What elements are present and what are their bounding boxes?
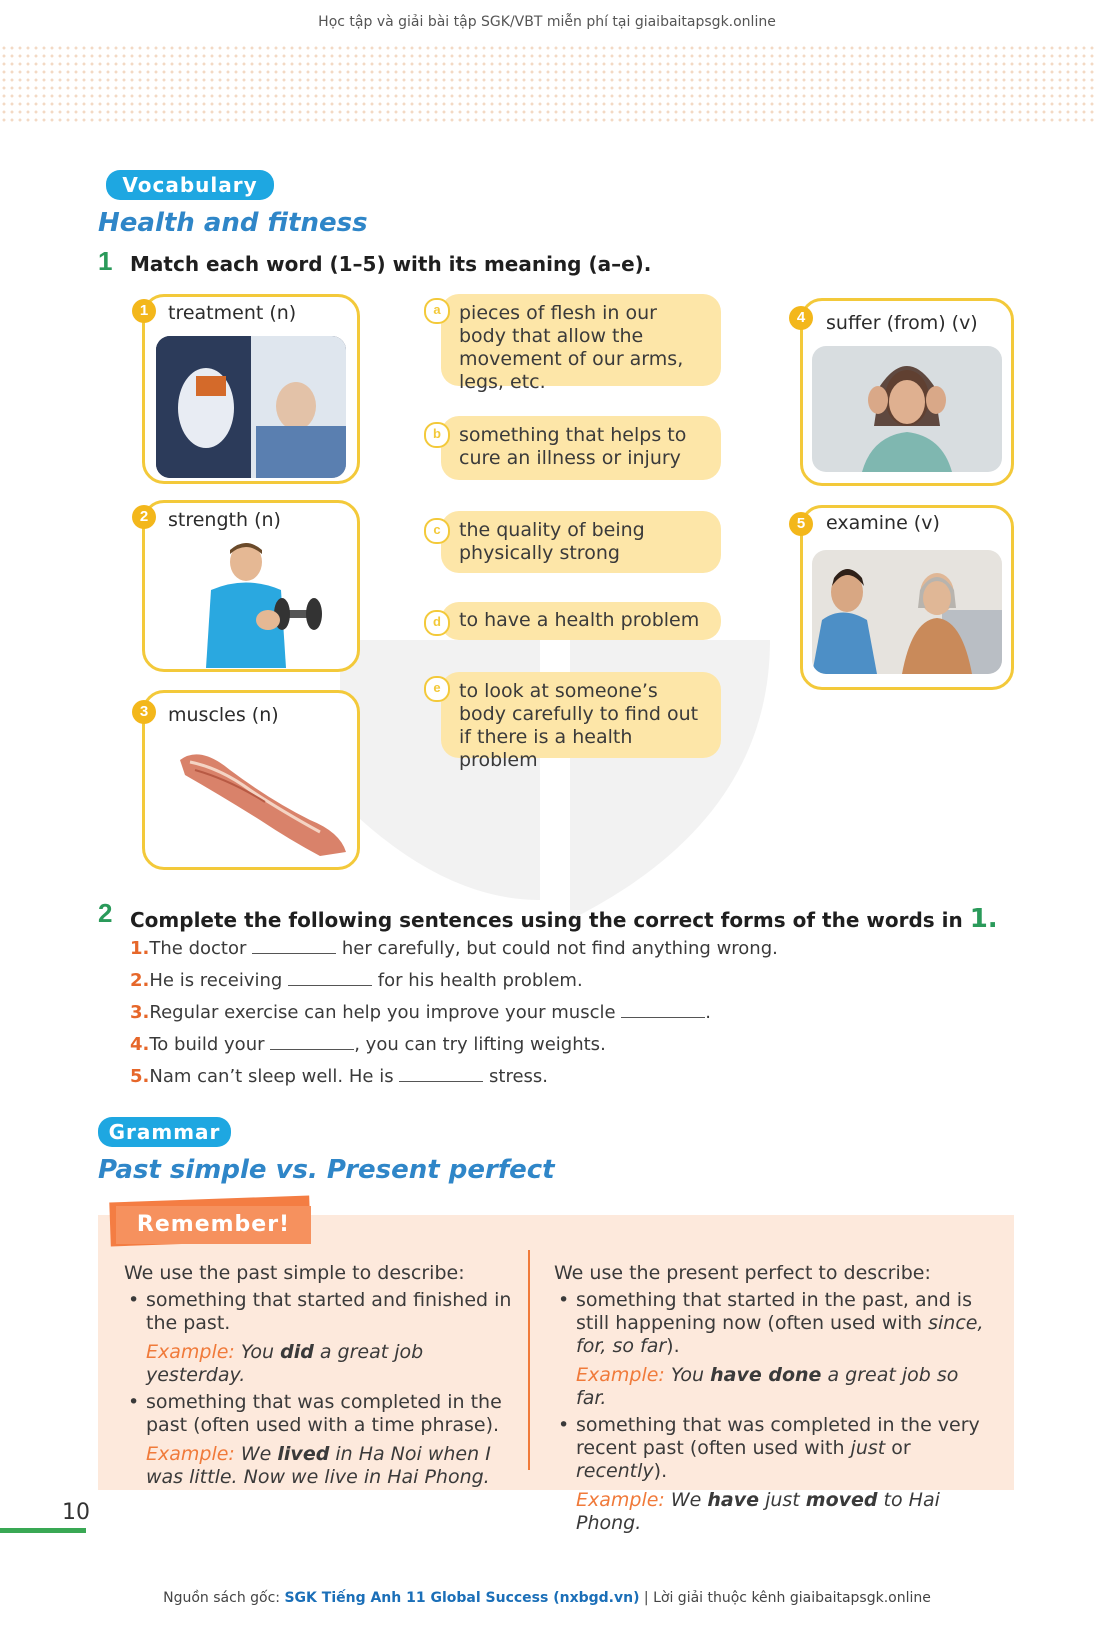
site-header-line: Học tập và giải bài tập SGK/VBT miễn phí tại giaibaitapsgk.online bbox=[318, 14, 776, 30]
answer-blank[interactable] bbox=[288, 971, 372, 986]
strength-photo bbox=[186, 540, 336, 668]
sentence-after: . bbox=[705, 1002, 711, 1023]
sentence-4 bbox=[130, 1034, 606, 1055]
exercise-2-number: 2 bbox=[98, 898, 113, 928]
sentence-number: 1. bbox=[130, 938, 150, 959]
example-label: Example: bbox=[576, 1489, 665, 1511]
use-text: ). bbox=[653, 1460, 668, 1482]
meaning-card-b bbox=[441, 416, 721, 480]
past-simple-column bbox=[124, 1262, 516, 1489]
present-perfect-example-1 bbox=[554, 1364, 992, 1410]
example-text: We bbox=[234, 1443, 278, 1465]
examine-photo bbox=[812, 550, 1002, 674]
example-label: Example: bbox=[576, 1364, 665, 1386]
page-number: 10 bbox=[62, 1500, 90, 1525]
word-label-1: treatment (n) bbox=[168, 302, 297, 324]
sentence-after: for his health problem. bbox=[372, 970, 583, 991]
suffer-photo bbox=[812, 346, 1002, 472]
past-simple-example-1 bbox=[124, 1341, 516, 1387]
dotted-banner bbox=[0, 44, 1094, 122]
remember-divider bbox=[528, 1250, 530, 1470]
vocabulary-title: Health and fitness bbox=[98, 208, 368, 238]
example-text: to Hai Phong. bbox=[576, 1489, 940, 1534]
use-keyword: recently bbox=[576, 1460, 654, 1482]
exercise-1-number: 1 bbox=[98, 246, 113, 276]
remember-tab: Remember! bbox=[116, 1206, 311, 1244]
sentence-before: To build your bbox=[149, 1034, 271, 1055]
sentence-number: 2. bbox=[130, 970, 150, 991]
use-text: something that started in the past, and is still happening now (often used with bbox=[576, 1289, 972, 1334]
word-label-4: suffer (from) (v) bbox=[826, 312, 978, 334]
word-label-2: strength (n) bbox=[168, 509, 281, 531]
meaning-card-e bbox=[441, 672, 721, 771]
example-text: a great job so far. bbox=[576, 1364, 959, 1409]
example-text: You bbox=[664, 1364, 711, 1386]
grammar-title: Past simple vs. Present perfect bbox=[98, 1155, 555, 1185]
footer-prefix: Nguồn sách gốc: bbox=[163, 1590, 285, 1606]
meaning-letter-e: e bbox=[424, 676, 450, 702]
example-verb: have done bbox=[710, 1364, 822, 1386]
past-simple-use-1: • something that started and finished in the past. bbox=[124, 1289, 516, 1335]
sentence-before: The doctor bbox=[149, 938, 253, 959]
example-text: We bbox=[664, 1489, 708, 1511]
meaning-card-c bbox=[441, 511, 721, 573]
meaning-card-d bbox=[441, 602, 721, 640]
sentence-5 bbox=[130, 1066, 548, 1087]
sentence-1 bbox=[130, 938, 778, 959]
meaning-text-b: something that helps to cure an illness or injury bbox=[459, 424, 687, 469]
example-verb: have bbox=[707, 1489, 760, 1511]
use-text: something that was completed in the very recent past (often used with bbox=[576, 1414, 980, 1459]
sentence-after: stress. bbox=[483, 1066, 549, 1087]
example-text: a great job yesterday. bbox=[146, 1341, 424, 1386]
grammar-label: Grammar bbox=[98, 1117, 231, 1147]
answer-blank[interactable] bbox=[621, 1003, 705, 1018]
meaning-text-a: pieces of flesh in our body that allow the movement of our arms, legs, etc. bbox=[459, 302, 684, 393]
meaning-letter-c: c bbox=[424, 518, 450, 544]
sentence-number: 4. bbox=[130, 1034, 150, 1055]
meaning-letter-d: d bbox=[424, 610, 450, 636]
example-text: You bbox=[234, 1341, 281, 1363]
word-number-4: 4 bbox=[789, 306, 813, 330]
past-simple-example-2 bbox=[124, 1443, 516, 1489]
word-number-5: 5 bbox=[789, 512, 813, 536]
sentence-number: 3. bbox=[130, 1002, 150, 1023]
muscles-photo bbox=[170, 740, 350, 858]
exercise-2-instruction bbox=[130, 904, 998, 934]
word-label-5: examine (v) bbox=[826, 512, 940, 534]
past-simple-intro: We use the past simple to describe: bbox=[124, 1262, 465, 1284]
present-perfect-use-1 bbox=[554, 1289, 992, 1358]
footer bbox=[0, 1590, 1094, 1606]
sentence-after: , you can try lifting weights. bbox=[354, 1034, 606, 1055]
vocabulary-label: Vocabulary bbox=[106, 170, 274, 200]
word-number-2: 2 bbox=[132, 505, 156, 529]
sentence-after: her carefully, but could not find anything wrong. bbox=[336, 938, 778, 959]
sentence-before: He is receiving bbox=[149, 970, 289, 991]
word-number-3: 3 bbox=[132, 700, 156, 724]
example-label: Example: bbox=[146, 1341, 235, 1363]
use-text: ). bbox=[666, 1335, 680, 1357]
exercise-1-instruction: Match each word (1–5) with its meaning (a–e). bbox=[130, 252, 652, 276]
meaning-text-c: the quality of being physically strong bbox=[459, 519, 645, 564]
example-verb: moved bbox=[805, 1489, 878, 1511]
exercise-2-instruction-text: Complete the following sentences using the correct forms of the words in bbox=[130, 908, 963, 932]
use-keyword: just bbox=[850, 1437, 886, 1459]
meaning-text-d: to have a health problem bbox=[459, 609, 700, 631]
present-perfect-use-2 bbox=[554, 1414, 992, 1483]
word-label-3: muscles (n) bbox=[168, 704, 279, 726]
footer-source-link[interactable]: SGK Tiếng Anh 11 Global Success (nxbgd.vn) bbox=[284, 1590, 640, 1606]
treatment-photo bbox=[156, 336, 346, 478]
footer-suffix: | Lời giải thuộc kênh giaibaitapsgk.online bbox=[639, 1590, 931, 1606]
sentence-before: Regular exercise can help you improve your muscle bbox=[149, 1002, 622, 1023]
meaning-text-e: to look at someone’s body carefully to find out if there is a health problem bbox=[459, 680, 699, 771]
answer-blank[interactable] bbox=[399, 1067, 483, 1082]
meaning-letter-b: b bbox=[424, 422, 450, 448]
sentence-2 bbox=[130, 970, 583, 991]
present-perfect-intro: We use the present perfect to describe: bbox=[554, 1262, 931, 1284]
present-perfect-example-2 bbox=[554, 1489, 992, 1535]
example-text: just bbox=[759, 1489, 806, 1511]
sentence-3 bbox=[130, 1002, 711, 1023]
sentence-before: Nam can’t sleep well. He is bbox=[149, 1066, 400, 1087]
page-number-underline bbox=[0, 1528, 86, 1533]
answer-blank[interactable] bbox=[252, 939, 336, 954]
present-perfect-column bbox=[554, 1262, 992, 1535]
sentence-number: 5. bbox=[130, 1066, 150, 1087]
word-number-1: 1 bbox=[132, 299, 156, 323]
exercise-2-instruction-ref: 1. bbox=[969, 904, 998, 934]
example-verb: did bbox=[280, 1341, 314, 1363]
example-verb: lived bbox=[277, 1443, 330, 1465]
example-label: Example: bbox=[146, 1443, 235, 1465]
meaning-letter-a: a bbox=[424, 298, 450, 324]
example-text: in Ha Noi when I was little. Now we live in Hai Phong. bbox=[146, 1443, 491, 1488]
answer-blank[interactable] bbox=[270, 1035, 354, 1050]
use-keywords: since, for, so far bbox=[576, 1312, 984, 1357]
use-text: or bbox=[885, 1437, 911, 1459]
past-simple-use-2: • something that was completed in the past (often used with a time phrase). bbox=[124, 1391, 516, 1437]
meaning-card-a bbox=[441, 294, 721, 393]
